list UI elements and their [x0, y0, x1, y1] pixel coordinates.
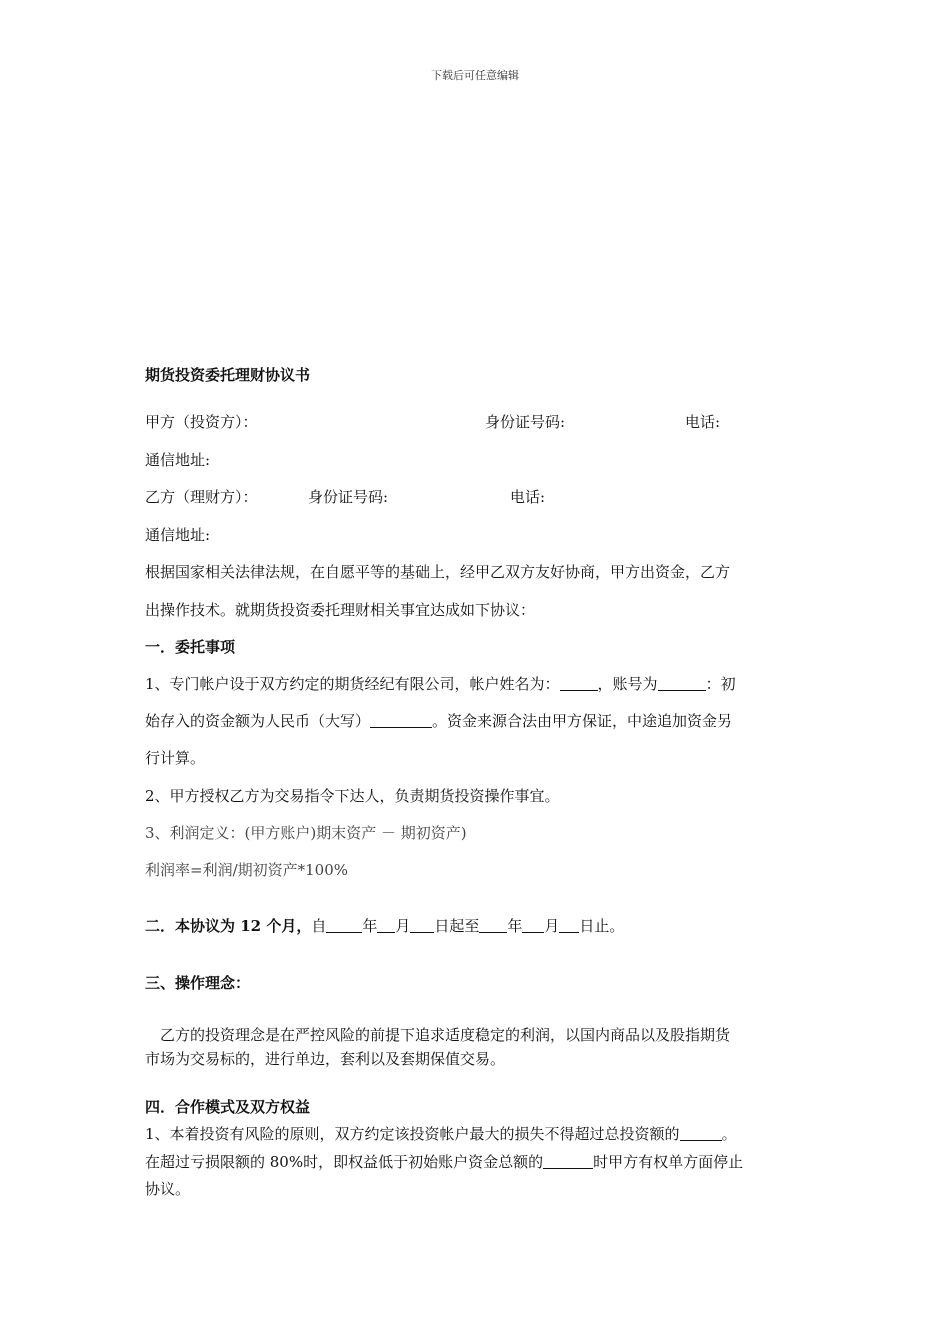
term-text-2: 年 [362, 917, 378, 935]
party-a-row [145, 411, 258, 432]
page-header: 下载后可任意编辑 [431, 69, 519, 82]
section-1-item-3: 3、利润定义：(甲方账户)期末资产 － 期初资产) [145, 824, 467, 842]
section-3-heading: 三、操作理念： [145, 974, 251, 992]
end-day-blank [559, 918, 579, 933]
account-name-blank [560, 676, 598, 691]
section-1-item-4: 利润率=利润/期初资产*100% [145, 861, 349, 879]
end-month-blank [522, 918, 544, 933]
section-4-line-1 [145, 1123, 737, 1144]
term-text-4: 日起至 [434, 917, 480, 935]
item-1-text-b: ，账号为 [597, 675, 658, 693]
party-b-phone-label: 电话: [510, 488, 546, 506]
max-loss-blank [680, 1126, 722, 1141]
term-text-1: 自 [311, 917, 327, 935]
party-a-address-label: 通信地址: [145, 451, 211, 469]
party-b-label: 乙方（理财方）： [145, 488, 258, 506]
party-b-address-label: 通信地址: [145, 526, 211, 544]
section-4-text-2b: 时甲方有权单方面停止 [593, 1153, 744, 1171]
section-1-item-1-line-3: 行计算。 [145, 749, 206, 767]
section-4-line-3: 协议。 [145, 1180, 191, 1198]
section-3-para-line-2: 市场为交易标的，进行单边，套利以及套期保值交易。 [145, 1050, 506, 1068]
section-1-item-1-line-1 [145, 673, 736, 694]
section-4-heading: 四．合作模式及双方权益 [145, 1098, 311, 1116]
item-1-text-c: ：初 [705, 675, 736, 693]
start-day-blank [410, 918, 434, 933]
section-4-text-2a: 在超过亏损限额的 80%时，即权益低于初始账户资金总额的 [145, 1153, 544, 1171]
party-b-id-label: 身份证号码: [308, 488, 389, 506]
term-text-3: 月 [395, 917, 411, 935]
end-year-blank [479, 918, 507, 933]
term-text-5: 年 [507, 917, 523, 935]
section-3-para-line-1: 乙方的投资理念是在严控风险的前提下追求适度稳定的利润，以国内商品以及股指期货 [160, 1026, 731, 1044]
amount-blank [370, 713, 432, 728]
party-a-phone-label: 电话: [685, 413, 721, 431]
start-month-blank [377, 918, 395, 933]
section-4-text-1b: 。 [721, 1125, 737, 1143]
section-4-line-2 [145, 1151, 743, 1172]
party-a-id-label: 身份证号码: [485, 413, 566, 431]
intro-line-1: 根据国家相关法律法规，在自愿平等的基础上，经甲乙双方友好协商，甲方出资金，乙方 [145, 563, 731, 581]
start-year-blank [326, 918, 362, 933]
section-2-line [145, 915, 624, 936]
term-text-6: 月 [544, 917, 560, 935]
section-1-item-2: 2、甲方授权乙方为交易指令下达人，负责期货投资操作事宜。 [145, 787, 560, 805]
term-text-7: 日止。 [579, 917, 625, 935]
item-1-text-d: 始存入的资金额为人民币（大写） [145, 712, 371, 730]
section-4-text-1a: 1、本着投资有风险的原则，双方约定该投资帐户最大的损失不得超过总投资额的 [145, 1125, 680, 1143]
section-1-heading: 一．委托事项 [145, 638, 236, 656]
intro-line-2: 出操作技术。就期货投资委托理财相关事宜达成如下协议： [145, 601, 536, 619]
party-a-label: 甲方（投资方）： [145, 413, 258, 431]
document-title: 期货投资委托理财协议书 [145, 366, 311, 384]
item-1-text-a: 1、专门帐户设于双方约定的期货经纪有限公司，帐户姓名为： [145, 675, 560, 693]
section-2-heading: 二．本协议为 12 个月， [145, 917, 312, 935]
account-number-blank [658, 676, 706, 691]
item-1-text-e: 。资金来源合法由甲方保证，中途追加资金另 [432, 712, 733, 730]
section-1-item-1-line-2 [145, 710, 732, 731]
equity-threshold-blank [543, 1154, 593, 1169]
